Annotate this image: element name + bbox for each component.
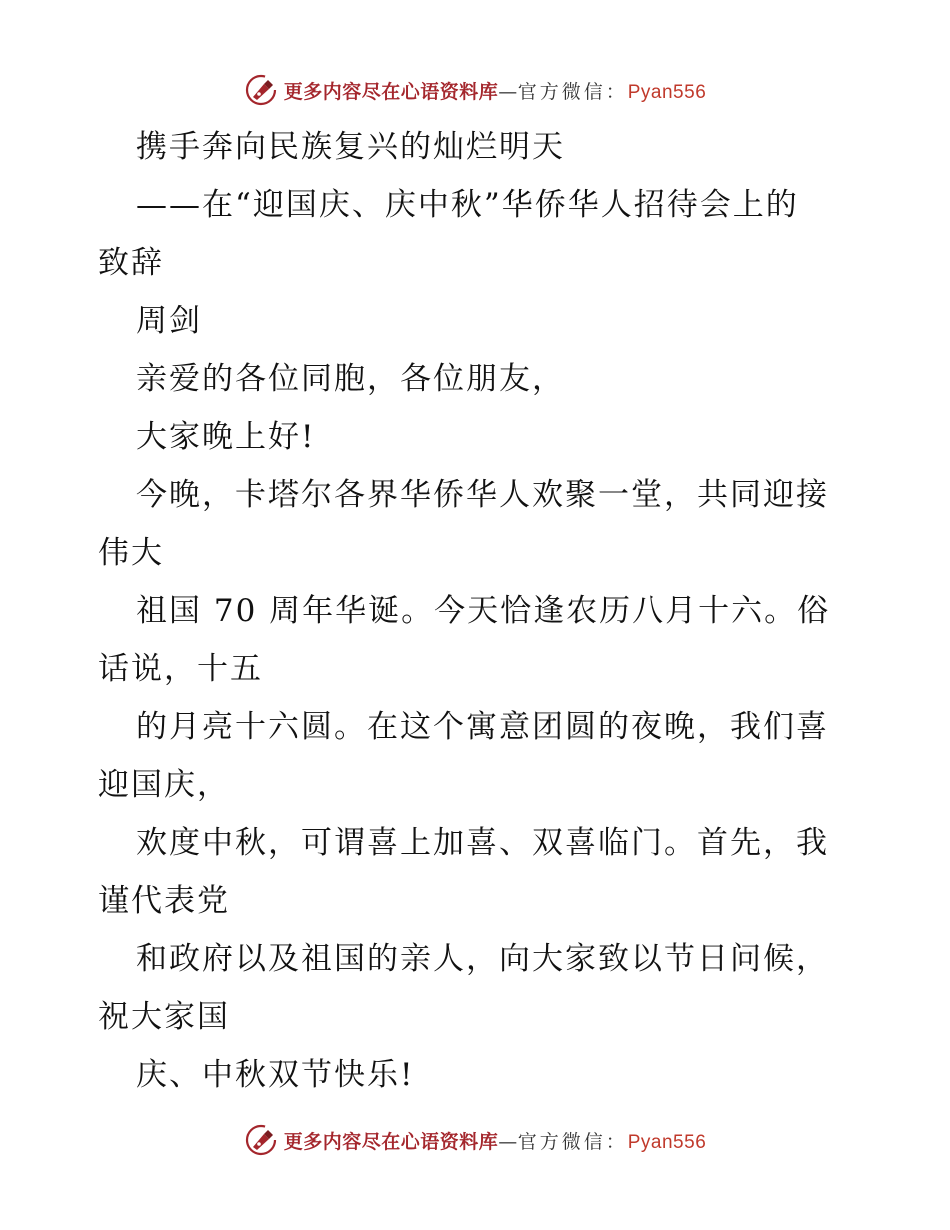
header-wechat-id: Pyan556	[627, 81, 707, 103]
footer-wechat-label: 官方微信：	[517, 1130, 628, 1153]
document-paragraph-line: 伟大	[98, 535, 164, 571]
document-greeting: 大家晚上好!	[136, 419, 316, 455]
document-paragraph-line: 欢度中秋，可谓喜上加喜、双喜临门。首先，我	[136, 825, 829, 861]
header-watermark-inner	[244, 73, 707, 107]
document-author: 周剑	[136, 303, 202, 339]
header-wechat-label: 官方微信：	[517, 80, 628, 103]
document-paragraph-line: 今晚，卡塔尔各界华侨华人欢聚一堂，共同迎接	[136, 477, 829, 513]
document-paragraph-line: 的月亮十六圆。在这个寓意团圆的夜晚，我们喜	[136, 709, 829, 745]
header-watermark-text	[284, 77, 707, 104]
document-paragraph-line: 和政府以及祖国的亲人，向大家致以节日问候，	[136, 941, 829, 977]
document-subtitle-continued: 致辞	[98, 245, 164, 281]
pen-nib-logo-icon	[244, 73, 278, 107]
document-paragraph-line: 谨代表党	[98, 883, 230, 919]
footer-watermark-inner	[244, 1123, 707, 1157]
document-body	[98, 118, 858, 1104]
document-paragraph-line: 话说，十五	[98, 651, 263, 687]
document-paragraph-line: 迎国庆，	[98, 767, 230, 803]
header-watermark	[0, 70, 950, 110]
footer-watermark-text	[284, 1127, 707, 1154]
header-separator: —	[498, 80, 518, 103]
document-paragraph-line: 庆、中秋双节快乐!	[136, 1057, 415, 1093]
document-paragraph-line: 祖国 70 周年华诞。今天恰逢农历八月十六。俗	[136, 593, 831, 629]
document-subtitle: ——在“迎国庆、庆中秋”华侨华人招待会上的	[136, 187, 799, 223]
header-brand: 更多内容尽在心语资料库	[283, 80, 499, 103]
footer-wechat-id: Pyan556	[627, 1131, 707, 1153]
document-salutation: 亲爱的各位同胞，各位朋友，	[136, 361, 565, 397]
pen-nib-logo-icon	[244, 1123, 278, 1157]
document-title: 携手奔向民族复兴的灿烂明天	[136, 129, 565, 165]
footer-brand: 更多内容尽在心语资料库	[283, 1130, 499, 1153]
footer-watermark	[0, 1120, 950, 1160]
document-paragraph-line: 祝大家国	[98, 999, 230, 1035]
footer-separator: —	[498, 1130, 518, 1153]
